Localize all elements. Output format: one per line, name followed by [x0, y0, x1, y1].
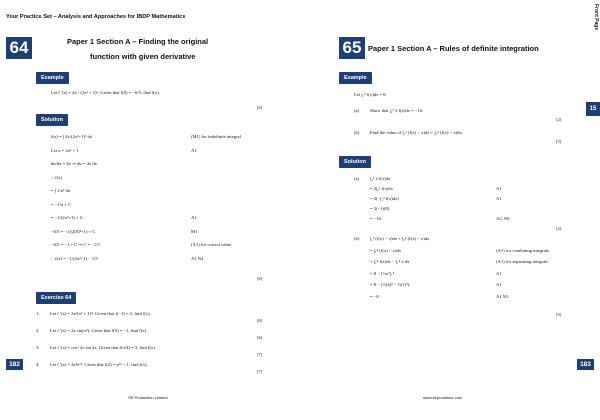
math-expression: = ∫ 1/u² du	[51, 188, 71, 193]
part-a-label: (a)	[354, 176, 360, 181]
solution-line	[370, 236, 565, 248]
solution-line	[370, 259, 565, 271]
exercise-num: 3.	[36, 345, 40, 350]
solution-line	[51, 229, 276, 243]
math-expression: ∫₄¹ 2 f(x)dx	[370, 176, 391, 181]
exercise-marks: [6]	[257, 335, 263, 340]
part-text: Show that ∫₄¹ 2 f(x)dx = −16.	[370, 108, 424, 113]
solution-line	[370, 176, 545, 186]
left-title-line2: function with given derivative	[90, 52, 196, 61]
math-expression: −6/5 = −1/(2(0)²+1) + C	[51, 228, 96, 234]
solution-line	[370, 216, 545, 226]
solution-line	[51, 215, 276, 229]
math-expression: −6/5 = −1 + C ⇒ C = −1/5	[51, 242, 100, 247]
chapter-side-tab[interactable]: 15	[586, 102, 600, 116]
math-expression: du/dx = 4x ⇒ du = 4x dx	[51, 161, 97, 166]
right-solution-a-marks: [2]	[556, 226, 562, 231]
section-number-64: 64	[6, 37, 32, 59]
solution-line	[370, 282, 565, 294]
exercise-item	[36, 345, 266, 362]
example-part	[354, 108, 566, 130]
solution-line	[370, 294, 565, 306]
solution-line	[51, 256, 276, 270]
right-page-number: 183	[577, 359, 594, 370]
solution-line	[370, 271, 565, 283]
math-expression: Let u = 2x² + 1	[51, 147, 79, 153]
right-solution-b-marks: [5]	[556, 312, 562, 317]
exercise-marks: [7]	[257, 352, 263, 357]
math-expression: = 2(−1)(8)	[370, 206, 390, 211]
part-marks: [5]	[556, 139, 562, 144]
left-example-tag: Example	[36, 72, 69, 84]
left-footer: SE Production Limited	[128, 395, 168, 400]
solution-line	[51, 242, 276, 256]
math-expression: = −1/u + C	[51, 201, 72, 207]
mark-note: A1 N4	[191, 255, 204, 261]
section-number-65: 65	[339, 37, 365, 59]
mark-note: A1	[496, 196, 502, 201]
solution-line	[51, 202, 276, 216]
math-expression: f(x) = ∫ 4x/(2x²+1)² dx	[51, 134, 93, 139]
exercise-text: Let f ′(x) = cos³ 2x sin 2x. Given that f(π/4) = 3, find f(x).	[50, 345, 156, 350]
math-expression: = ∫₁⁴ f(x)dx − ∫₁⁴ x dx	[370, 259, 410, 264]
exercise-text: Let f ′(x) = 3x²(x³ + 1)⁴. Given that f(−1) = 2, find f(x).	[50, 311, 151, 316]
right-example-tag: Example	[339, 72, 372, 84]
left-example-marks: [6]	[257, 105, 263, 110]
right-example-parts	[354, 108, 566, 152]
right-footer: www.seprodstore.com	[423, 395, 463, 400]
math-expression: = −8	[370, 293, 379, 299]
math-expression: = ∫₁⁴ (f(x) − x)dx	[370, 247, 402, 253]
mark-note: A1	[191, 147, 197, 153]
left-solution-lines	[51, 134, 276, 269]
exercise-item	[36, 311, 266, 328]
solution-line	[370, 248, 565, 260]
right-solution-tag: Solution	[339, 156, 371, 168]
mark-note: A1	[191, 215, 197, 220]
mark-note: (A1) for separating integrals	[496, 259, 549, 264]
right-title: Paper 1 Section A – Rules of definite integration	[368, 44, 539, 53]
exercise-list	[36, 311, 266, 379]
solution-line	[51, 161, 276, 175]
mark-note: A1	[496, 186, 502, 191]
front-page-label[interactable]: Front Page	[593, 4, 599, 31]
exercise-num: 1.	[36, 311, 40, 316]
math-expression: = 2(−∫₁⁴ f(x)dx)	[370, 196, 399, 201]
exercise-item	[36, 328, 266, 345]
math-expression: ∴ f(x) = −1/(2x²+1) − 1/5	[51, 255, 98, 261]
exercise-tag: Exercise 64	[36, 292, 76, 304]
part-marks: [2]	[556, 117, 562, 122]
exercise-item	[36, 362, 266, 379]
mark-note: (A1) for correct value	[191, 242, 232, 247]
solution-line	[51, 175, 276, 189]
math-expression: ∴ f(x)	[51, 174, 62, 180]
part-b-label: (b)	[354, 236, 360, 241]
solution-line	[51, 134, 276, 148]
solution-line	[51, 148, 276, 162]
solution-line	[51, 188, 276, 202]
mark-note: A1	[496, 282, 502, 287]
mark-note: A1 N3	[496, 293, 509, 299]
mark-note: A1	[496, 270, 502, 276]
exercise-num: 4.	[36, 362, 40, 367]
part-label: (b)	[354, 130, 360, 135]
math-expression: = 8 − [½x²]₁⁴	[370, 270, 395, 276]
left-title-line1: Paper 1 Section A – Finding the original	[67, 37, 209, 46]
solution-line	[370, 206, 545, 216]
part-text: Find the value of ∫₁³ (f(x) − x)dx + ∫₃⁴ (f(x) − x)dx.	[370, 130, 463, 135]
math-expression: = 2∫₄¹ f(x)dx	[370, 186, 393, 191]
mark-note: (M1) for indefinite integral	[191, 134, 241, 139]
exercise-text: Let f ′(x) = 2x sin(x²). Given that f(0) = −1, find f(x).	[50, 328, 148, 333]
mark-note: AG N0	[496, 216, 510, 221]
exercise-marks: [7]	[257, 369, 263, 374]
left-example-text: Let f ′(x) = 4x / (2x² + 1)². Given that f(0) = −6/5, find f(x).	[51, 90, 160, 95]
math-expression: = −1/(2x²+1) + C	[51, 215, 83, 220]
mark-note: (A1) for combining integrals	[496, 247, 549, 253]
right-example-intro: Let ∫₁⁴ f(x)dx = 8.	[354, 92, 387, 97]
right-solution-b	[370, 236, 565, 305]
solution-line	[370, 196, 545, 206]
math-expression: ∫₁³ (f(x) − x)dx + ∫₃⁴ (f(x) − x)dx	[370, 236, 430, 241]
solution-line	[370, 186, 545, 196]
left-page-number: 182	[6, 359, 23, 370]
example-part	[354, 130, 566, 152]
mark-note: M1	[191, 228, 198, 234]
math-expression: = 8 − (½(4)² − ½(1)²)	[370, 282, 410, 287]
exercise-num: 2.	[36, 328, 40, 333]
right-solution-a	[370, 176, 545, 226]
exercise-text: Let f ′(x) = 4x³eˣ⁴. Given that f(2) = e¹⁶ − 1, find f(x).	[50, 362, 148, 367]
left-solution-tag: Solution	[36, 114, 68, 126]
exercise-marks: [6]	[257, 318, 263, 323]
book-title: Your Practice Set – Analysis and Approaches for IBDP Mathematics	[6, 14, 186, 20]
left-solution-marks: [6]	[257, 276, 263, 281]
math-expression: = −16	[370, 216, 381, 221]
part-label: (a)	[354, 108, 360, 113]
